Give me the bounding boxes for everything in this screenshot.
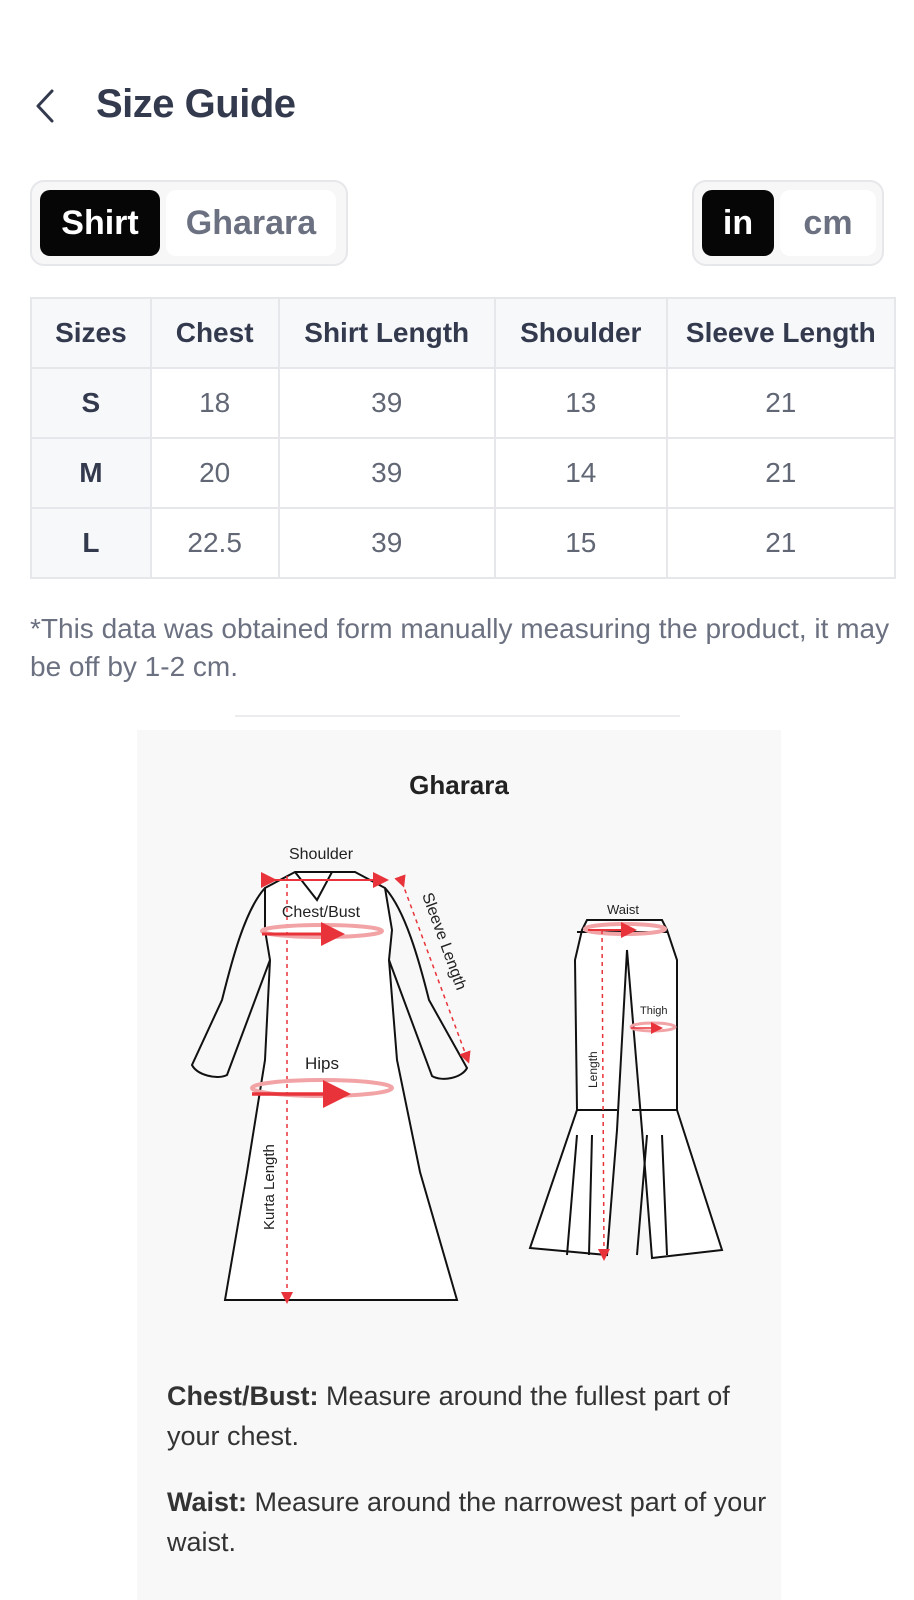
measurement-note: *This data was obtained form manually measuring the product, it may be off by 1-2 cm.: [30, 613, 890, 682]
table-cell: 39: [279, 368, 495, 438]
back-button[interactable]: [28, 82, 68, 130]
page-title: Size Guide: [96, 82, 296, 126]
table-cell: 21: [667, 508, 895, 578]
length-label: Length: [586, 1051, 600, 1088]
divider: [235, 715, 680, 717]
measurement-diagram: [137, 830, 781, 1390]
column-header: Chest: [151, 298, 279, 368]
unit-in-button[interactable]: in: [702, 190, 774, 256]
thigh-label: Thigh: [640, 1005, 668, 1017]
column-header: Shoulder: [495, 298, 667, 368]
tab-gharara[interactable]: Gharara: [166, 190, 336, 256]
table-cell: 18: [151, 368, 279, 438]
header: [0, 76, 914, 136]
table-cell: 39: [279, 508, 495, 578]
size-cell: L: [31, 508, 151, 578]
chest-description: [167, 1376, 767, 1456]
sleeve-length-label: Sleeve Length: [418, 890, 470, 993]
table-cell: 14: [495, 438, 667, 508]
chest-text: Measure around the fullest part of your chest.: [167, 1381, 730, 1451]
waist-term: Waist:: [167, 1487, 247, 1517]
table-header-row: [31, 298, 895, 368]
guide-title: Gharara: [409, 770, 509, 800]
table-cell: 21: [667, 438, 895, 508]
chest-term: Chest/Bust:: [167, 1381, 319, 1411]
column-header: Sizes: [31, 298, 151, 368]
column-header: Shirt Length: [279, 298, 495, 368]
table-row: [31, 438, 895, 508]
table-cell: 15: [495, 508, 667, 578]
table-cell: 21: [667, 368, 895, 438]
size-cell: M: [31, 438, 151, 508]
table-row: [31, 508, 895, 578]
kurta-length-label: Kurta Length: [261, 1144, 278, 1230]
table-cell: 22.5: [151, 508, 279, 578]
table-cell: 39: [279, 438, 495, 508]
waist-text: Measure around the narrowest part of your waist.: [167, 1487, 767, 1557]
table-cell: 20: [151, 438, 279, 508]
shoulder-label: Shoulder: [288, 846, 354, 863]
waist-label: Waist: [606, 902, 640, 917]
unit-toggle: [692, 180, 884, 266]
tab-shirt[interactable]: Shirt: [40, 190, 160, 256]
chest-label: Chest/Bust: [281, 904, 361, 921]
column-header: Sleeve Length: [667, 298, 895, 368]
garment-toggle: [30, 180, 348, 266]
unit-cm-button[interactable]: cm: [780, 190, 876, 256]
measurement-guide: [137, 730, 781, 1600]
table-cell: 13: [495, 368, 667, 438]
size-cell: S: [31, 368, 151, 438]
waist-description: [167, 1482, 767, 1562]
size-table: [30, 297, 896, 579]
gharara-illustration: [530, 920, 722, 1258]
hips-label: Hips: [304, 1054, 340, 1073]
chevron-left-icon: [28, 82, 68, 130]
table-row: [31, 368, 895, 438]
